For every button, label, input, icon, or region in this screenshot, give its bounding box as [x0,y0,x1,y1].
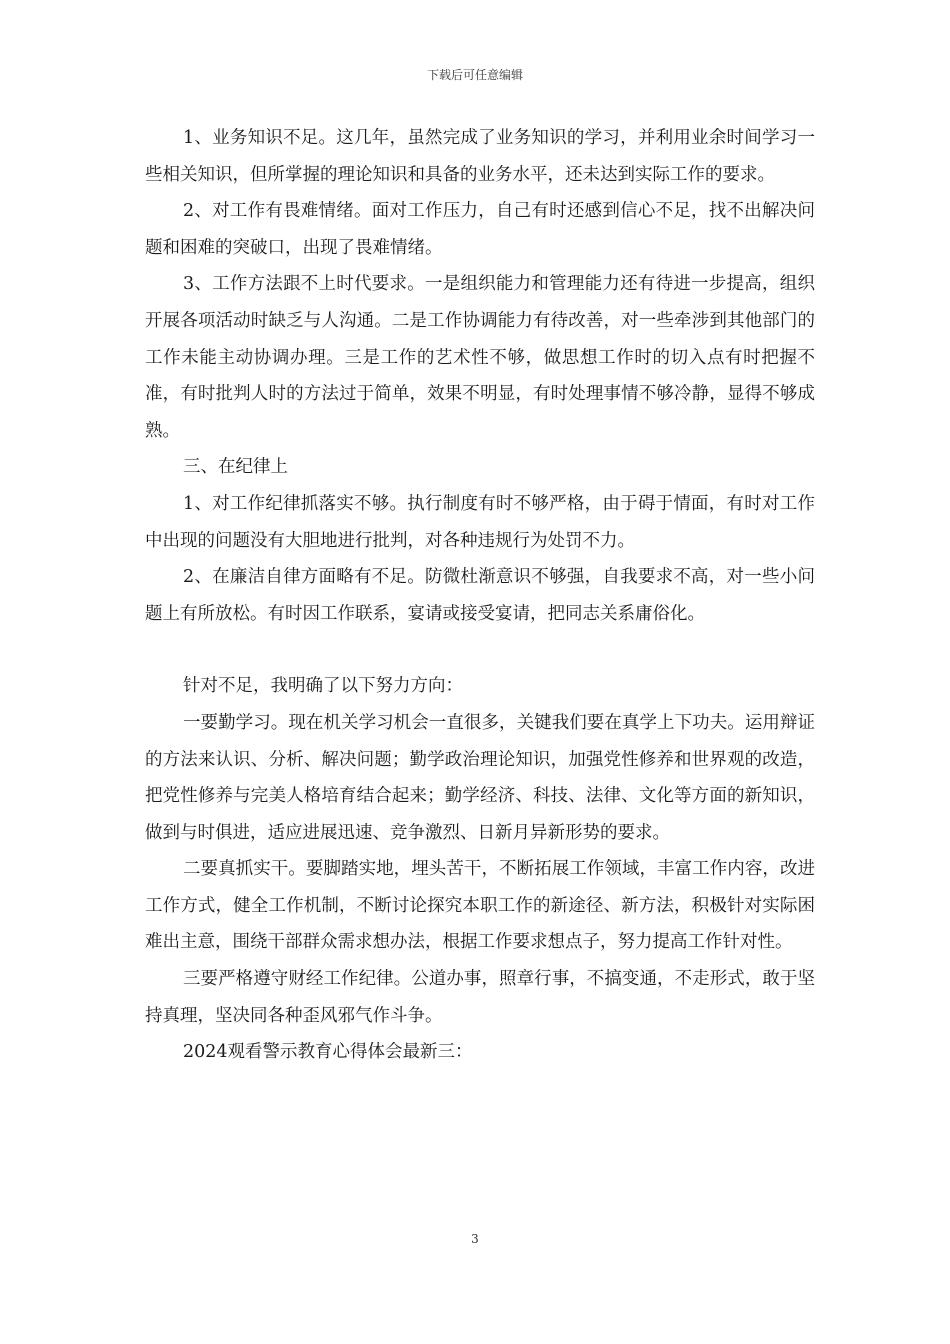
paragraph: 针对不足，我明确了以下努力方向： [183,676,463,697]
paragraph: 2、对工作有畏难情绪。面对工作压力，自己有时还感到信心不足，找不出解决问题和困难的突破口，出现了畏难情绪。 [145,201,815,258]
paragraph: 1、业务知识不足。这几年，虽然完成了业务知识的学习，并利用业余时间学习一些相关知识，但所掌握的理论知识和具备的业务水平，还未达到实际工作的要求。 [145,128,815,185]
paragraph: 二要真抓实干。要脚踏实地，埋头苦干，不断拓展工作领域，丰富工作内容，改进工作方式，健全工作机制，不断讨论探究本职工作的新途径、新方法，积极针对实际困难出主意，围绕干部群众需求想办法，根据工作要求想点子，努力提高工作针对性。 [145,859,815,953]
paragraph: 1、对工作纪律抓落实不够。执行制度有时不够严格，由于碍于情面，有时对工作中出现的问题没有大胆地进行批判，对各种违规行为处罚不力。 [145,493,815,551]
paragraph: 3、工作方法跟不上时代要求。一是组织能力和管理能力还有待进一步提高，组织开展各项活动时缺乏与人沟通。二是工作协调能力有待改善，对一些牵涉到其他部门的工作未能主动协调办理。三是工作的艺术性不够，做思想工作时的切入点有时把握不准，有时批判人时的方法过于简单，效果不明显，有时处理事情不够冷静，显得不够成熟。 [145,274,815,441]
page-header: 下载后可任意编辑 [426,68,523,82]
paragraph: 一要勤学习。现在机关学习机会一直很多，关键我们要在真学上下功夫。运用辩证的方法来认识、分析、解决问题；勤学政治理论知识，加强党性修养和世界观的改造，把党性修养与完美人格培育结合起来；勤学经济、科技、法律、文化等方面的新知识，做到与时俱进，适应进展迅速、竞争激烈、日新月异新形势的要求。 [145,712,815,843]
document-body [145,120,815,1071]
blank-line [145,632,815,668]
page-number: 3 [471,1232,479,1246]
section-heading: 三、在纪律上 [183,457,288,478]
paragraph: 2、在廉洁自律方面略有不足。防微杜渐意识不够强，自我要求不高，对一些小问题上有所放松。有时因工作联系，宴请或接受宴请，把同志关系庸俗化。 [145,567,815,624]
paragraph: 三要严格遵守财经工作纪律。公道办事，照章行事，不搞变通，不走形式，敢于坚持真理，坚决同各种歪风邪气作斗争。 [145,969,815,1026]
paragraph: 2024观看警示教育心得体会最新三： [183,1042,473,1063]
